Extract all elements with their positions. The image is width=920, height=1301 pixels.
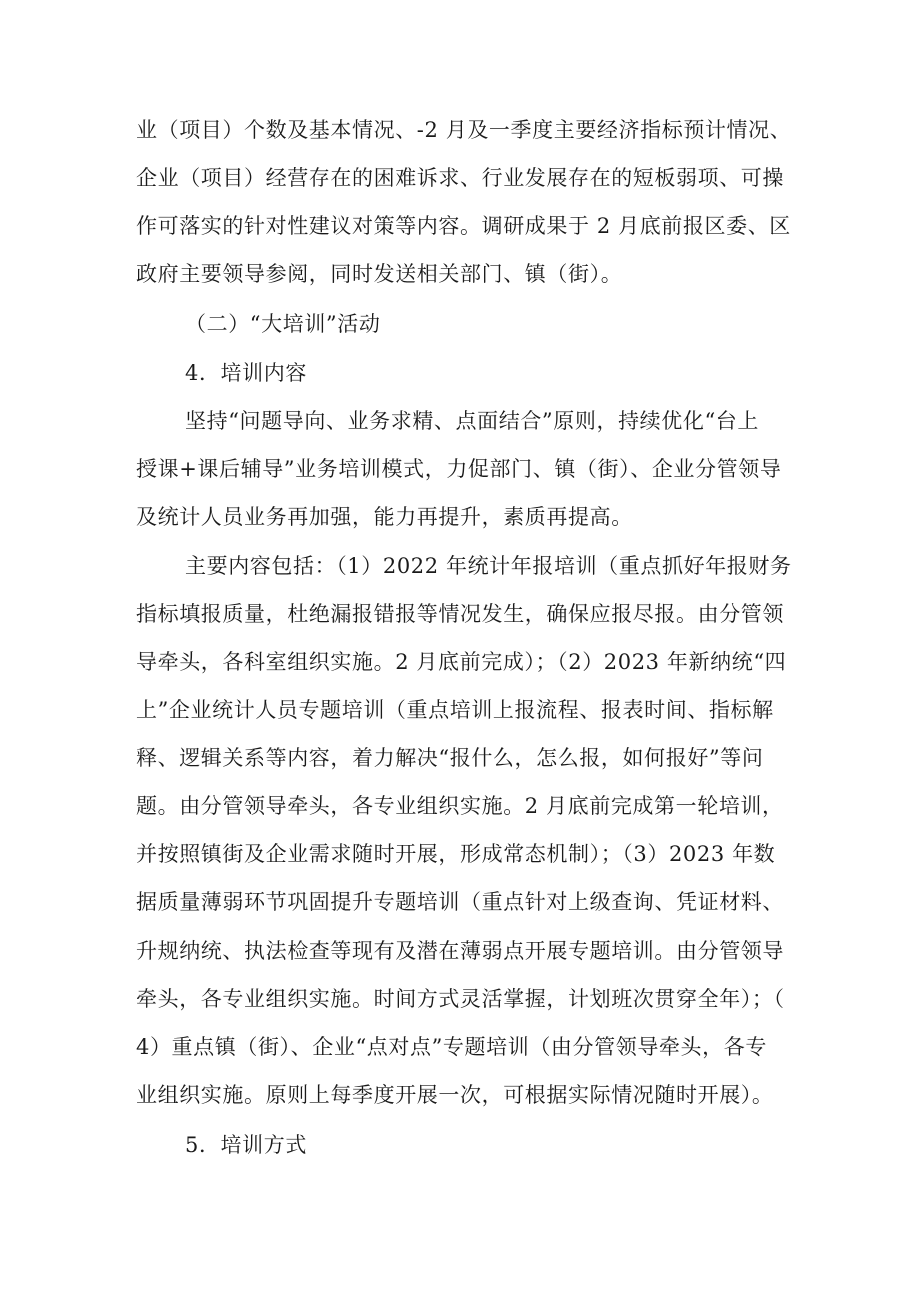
text-line: 业（项目）个数及基本情况、-2 月及一季度主要经济指标预计情况、	[136, 118, 792, 142]
text-line: 释、逻辑关系等内容，着力解决“报什么，怎么报，如何报好”等问	[136, 746, 764, 770]
text-line: 导牵头，各科室组织实施。2 月底前完成）；（2）2023 年新纳统“四	[136, 650, 787, 674]
text-line: 并按照镇街及企业需求随时开展，形成常态机制）；（3）2023 年数	[136, 842, 776, 866]
subsection-heading: 4．培训内容	[185, 361, 307, 385]
text-line: 据质量薄弱环节巩固提升专题培训（重点针对上级查询、凭证材料、	[136, 890, 784, 914]
text-line: 题。由分管领导牵头，各专业组织实施。2 月底前完成第一轮培训，	[136, 794, 784, 818]
text-line: 4）重点镇（街）、企业“点对点”专题培训（由分管领导牵头，各专	[136, 1035, 767, 1059]
text-line: 授课+课后辅导”业务培训模式，力促部门、镇（街）、企业分管领导	[136, 457, 782, 481]
text-line: 政府主要领导参阅，同时发送相关部门、镇（街）。	[136, 262, 623, 286]
text-line: 坚持“问题导向、业务求精、点面结合”原则，持续优化“台上	[185, 409, 760, 433]
text-line: 升规纳统、执法检查等现有及潜在薄弱点开展专题培训。由分管领导	[136, 939, 784, 963]
text-line: 上”企业统计人员专题培训（重点培训上报流程、报表时间、指标解	[136, 698, 774, 722]
text-line: 牵头，各专业组织实施。时间方式灵活掌握，计划班次贯穿全年）；（	[136, 987, 785, 1011]
text-line: 业组织实施。原则上每季度开展一次，可根据实际情况随时开展）。	[136, 1083, 774, 1107]
text-line: 及统计人员业务再加强，能力再提升，素质再提高。	[136, 505, 633, 529]
text-line: 指标填报质量，杜绝漏报错报等情况发生，确保应报尽报。由分管领	[136, 602, 784, 626]
text-line: 作可落实的针对性建议对策等内容。调研成果于 2 月底前报区委、区	[136, 214, 791, 238]
text-line: 企业（项目）经营存在的困难诉求、行业发展存在的短板弱项、可操	[136, 166, 784, 190]
subsection-heading: 5．培训方式	[185, 1133, 307, 1157]
section-heading: （二）“大培训”活动	[185, 312, 381, 336]
text-line: 主要内容包括：（1）2022 年统计年报培训（重点抓好年报财务	[185, 554, 792, 578]
